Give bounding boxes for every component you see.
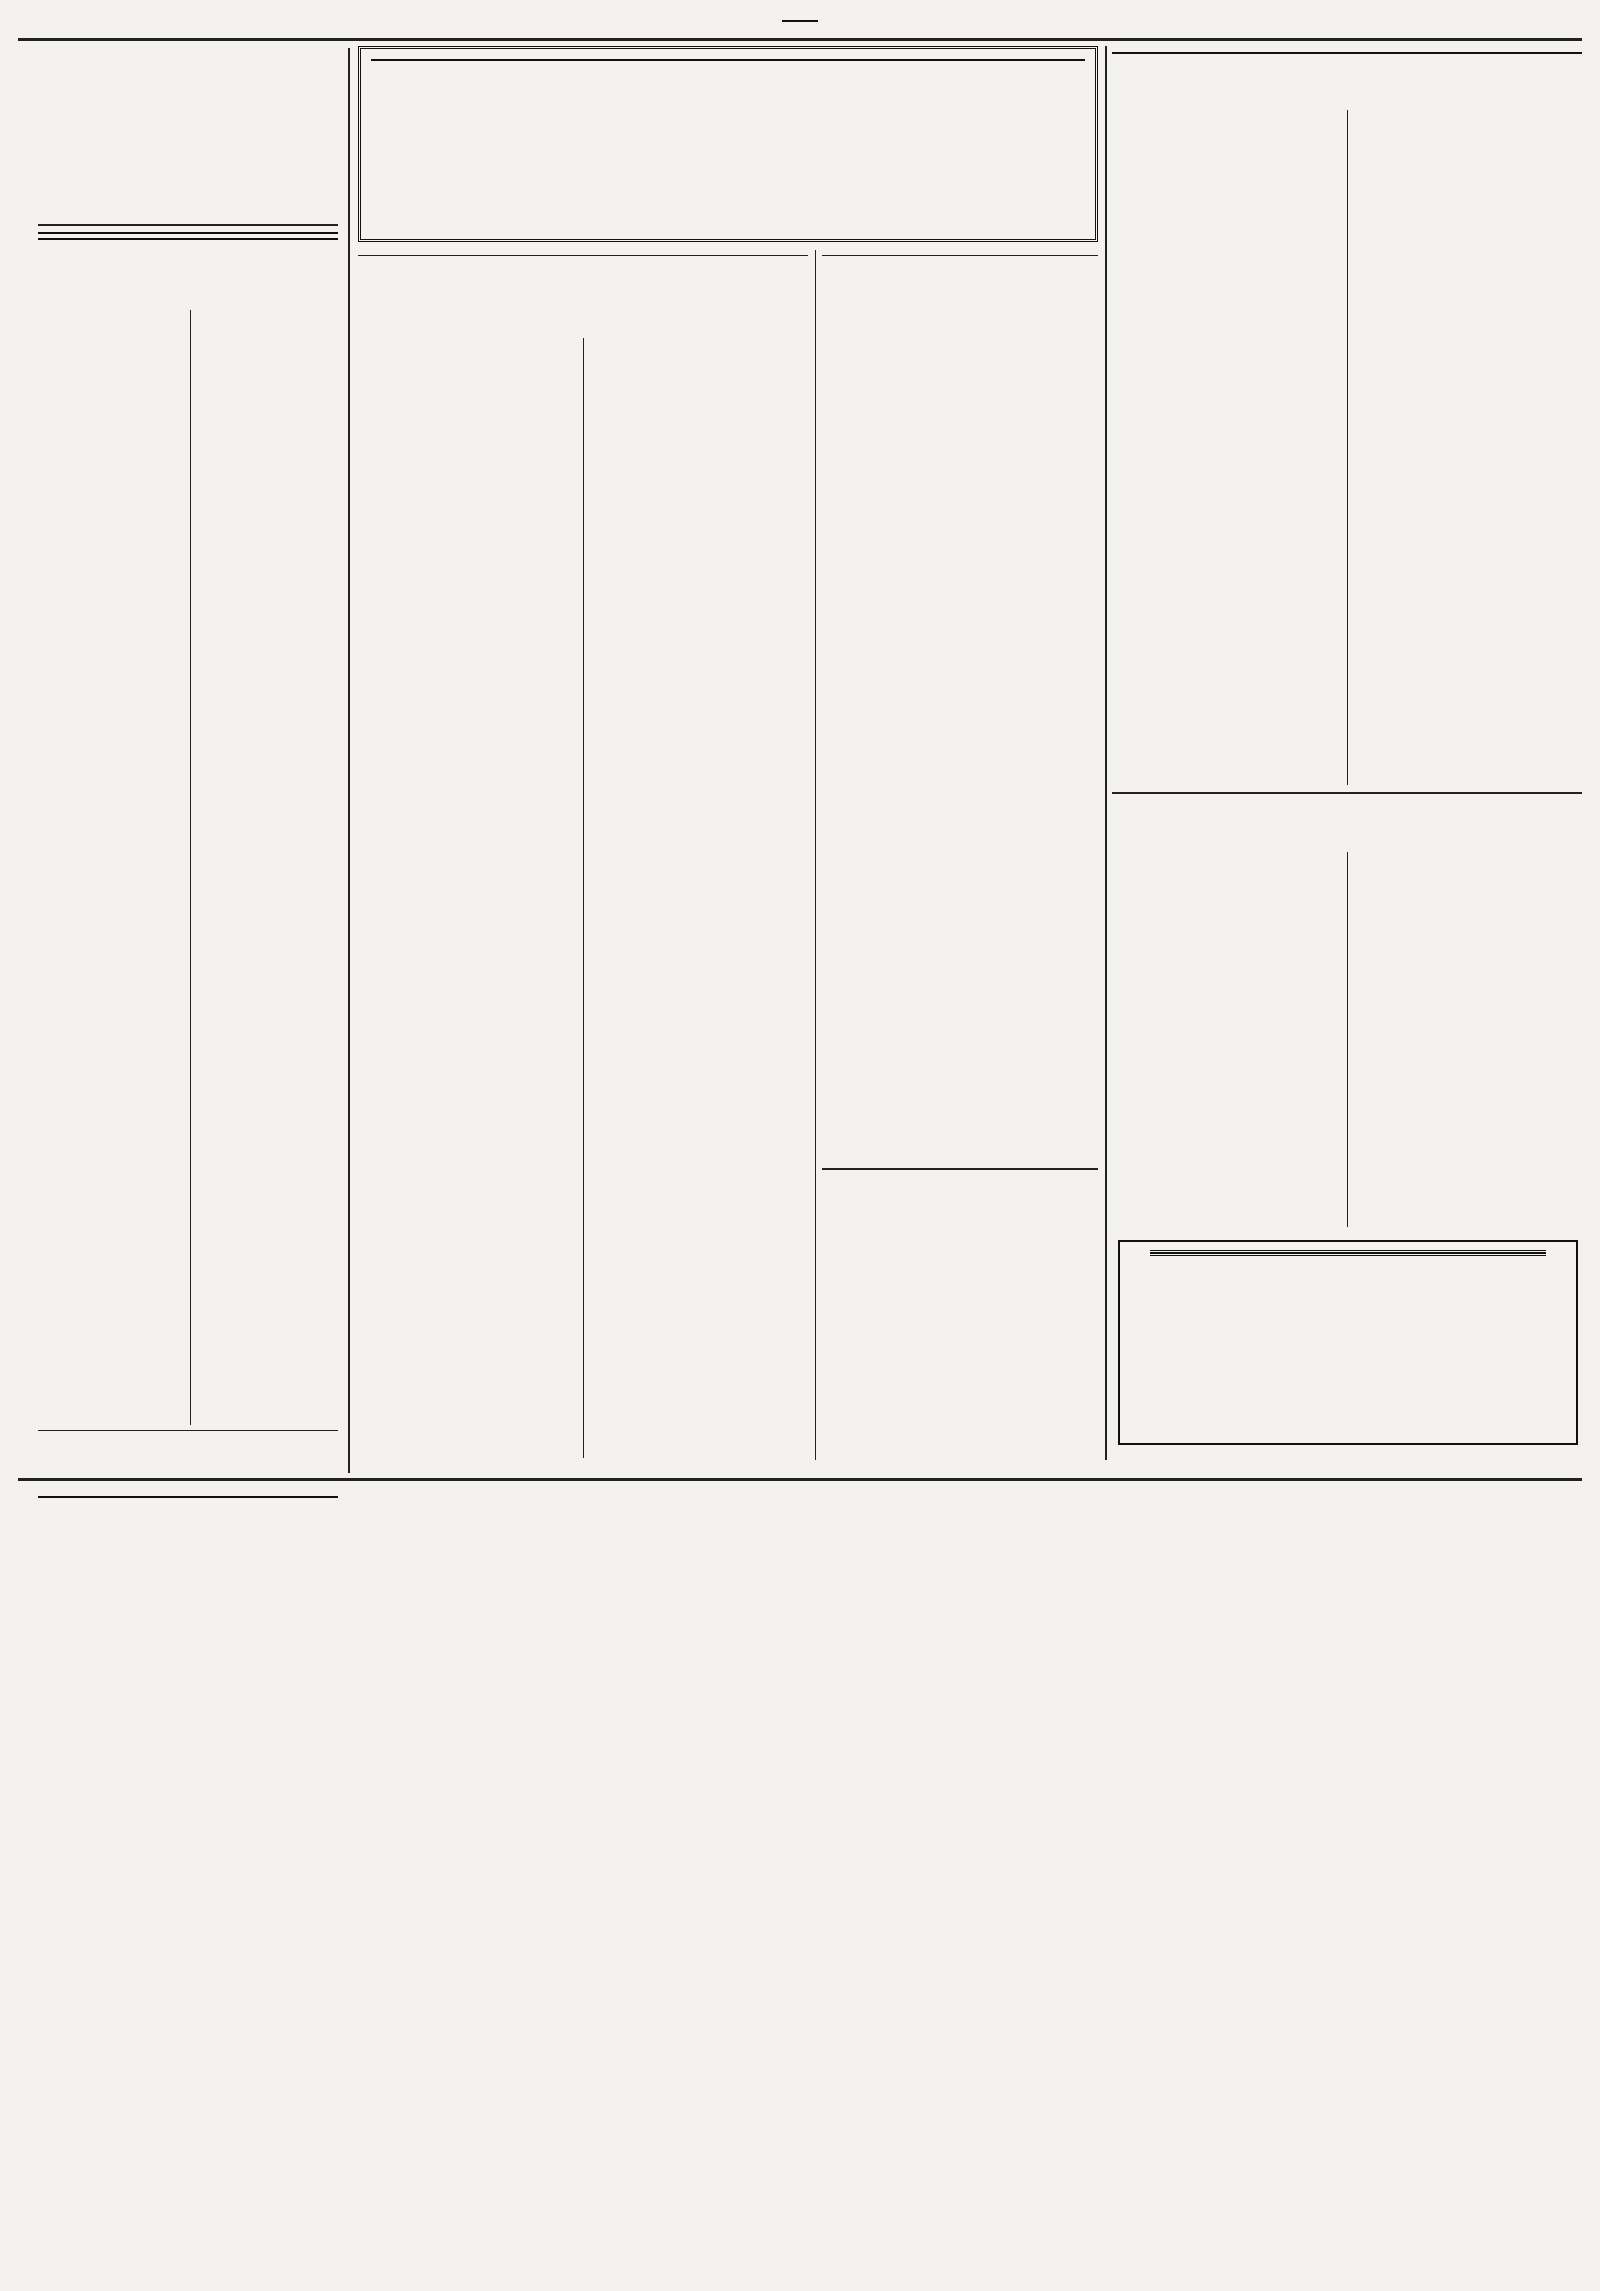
tobacco-column-2 [1354,110,1582,785]
epirus-column-1 [358,372,576,1452]
section-divider [1112,792,1582,794]
kavala-header [822,250,1098,261]
newspaper-title [782,16,818,22]
hunger-strike-header [38,232,338,244]
footnote-rule [38,1430,338,1431]
war-ad-title [1150,1250,1546,1256]
column-rule [583,338,584,1458]
kavala-body [822,372,1098,1162]
masthead-rule [18,38,1582,41]
tobacco-headline [1112,48,1582,54]
serial-divider [18,1478,1582,1481]
hunger-strike-column-1 [38,310,183,1425]
calendar-section [38,48,338,218]
column-rule [348,48,350,1473]
serial-title [38,1492,338,1498]
lamia-column-1 [1112,886,1340,1226]
hunger-strike-column-2 [197,310,342,1425]
serial-column-1 [38,1624,338,2272]
tobacco-column-1 [1112,144,1340,784]
column-rule [190,310,191,1425]
column-rule [1347,852,1348,1227]
masthead [18,6,1582,36]
column-rule [1105,46,1107,1460]
section-divider [822,1168,1098,1170]
serial-header [38,1488,338,1504]
section-divider [38,224,338,226]
column-rule [815,250,816,1460]
headline-rule [822,255,1098,256]
banner-title [371,55,1085,61]
lamia-column-2 [1354,852,1582,1227]
mobilization-banner [358,46,1098,242]
epirus-column-2 [590,338,808,1433]
headline-rule [358,255,808,256]
hunger-strike-kicker [38,232,338,240]
war-serial-ad [1118,1240,1578,1445]
epirus-header [358,250,808,261]
livadeia-body [822,1256,1098,1456]
column-rule [1347,110,1348,785]
